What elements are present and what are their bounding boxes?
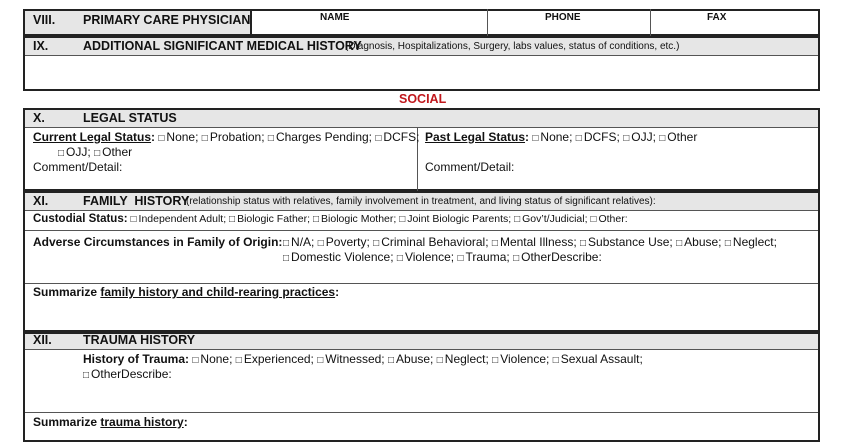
trauma-summary-prefix: Summarize xyxy=(33,415,101,429)
medical-history-field[interactable] xyxy=(26,57,817,89)
family-history-divider-1 xyxy=(25,210,818,211)
legal-status-divider xyxy=(25,127,818,128)
current-legal-none-checkbox[interactable]: □ None; xyxy=(158,130,198,144)
adverse-substance-use-checkbox[interactable]: □ Substance Use; xyxy=(580,235,673,249)
family-history-number: XI. xyxy=(33,194,49,208)
physician-section-number: VIII. xyxy=(33,13,56,27)
social-heading: SOCIAL xyxy=(399,92,447,106)
family-history-divider-2 xyxy=(25,230,818,231)
past-legal-none-checkbox[interactable]: □ None; xyxy=(532,130,572,144)
adverse-circumstances-label: Adverse Circumstances in Family of Origin: xyxy=(33,235,283,249)
current-legal-ojj-checkbox[interactable]: □ OJJ; xyxy=(58,145,91,159)
past-legal-comment-label: Comment/Detail: xyxy=(425,160,515,174)
physician-divider-2 xyxy=(487,9,488,36)
custodial-independent-adult-checkbox[interactable]: □ Independent Adult; xyxy=(130,213,226,225)
current-legal-probation-checkbox[interactable]: □ Probation; xyxy=(202,130,265,144)
custodial-status-label: Custodial Status: xyxy=(33,213,128,225)
past-legal-ojj-checkbox[interactable]: □ OJJ; xyxy=(623,130,656,144)
custodial-govt-judicial-checkbox[interactable]: □ Gov’t/Judicial; xyxy=(514,213,587,225)
physician-name-label: NAME xyxy=(320,12,350,23)
adverse-violence-checkbox[interactable]: □ Violence; xyxy=(397,250,454,264)
adverse-abuse-checkbox[interactable]: □ Abuse; xyxy=(676,235,721,249)
adverse-na-checkbox[interactable]: □ N/A; xyxy=(283,235,314,249)
trauma-history-line2 xyxy=(83,367,172,381)
current-legal-comment-field[interactable] xyxy=(130,158,410,186)
legal-status-title: LEGAL STATUS xyxy=(83,111,177,125)
past-legal-status-label: Past Legal Status xyxy=(425,130,526,144)
custodial-other-checkbox[interactable]: □ Other: xyxy=(590,213,627,225)
trauma-history-label: History of Trauma: xyxy=(83,352,190,366)
trauma-history-divider-2 xyxy=(25,412,818,413)
medical-history-note: (Diagnosis, Hospitalizations, Surgery, labs values, status of conditions, etc.) xyxy=(345,41,680,52)
family-history-note: (relationship status with relatives, family involvement in treatment, and living status of significant relatives): xyxy=(186,196,656,207)
family-history-title: FAMILY HISTORY xyxy=(83,194,190,208)
current-legal-dcfs-checkbox[interactable]: □ DCFS; xyxy=(375,130,419,144)
trauma-other-describe-checkbox[interactable]: □ OtherDescribe: xyxy=(83,367,172,381)
medical-history-number: IX. xyxy=(33,39,49,53)
trauma-abuse-checkbox[interactable]: □ Abuse; xyxy=(388,352,433,366)
custodial-biologic-father-checkbox[interactable]: □ Biologic Father; xyxy=(229,213,310,225)
current-legal-status-label: Current Legal Status xyxy=(33,130,152,144)
adverse-circumstances-line2 xyxy=(283,250,602,264)
medical-history-title: ADDITIONAL SIGNIFICANT MEDICAL HISTORY xyxy=(83,39,362,53)
adverse-circumstances-line1 xyxy=(283,235,777,249)
current-legal-charges-pending-checkbox[interactable]: □ Charges Pending; xyxy=(268,130,372,144)
current-legal-status: Current Legal Status: □ None; □ Probation; □ Charges Pending; □ DCFS; xyxy=(33,130,419,144)
trauma-summary-label xyxy=(33,415,188,429)
adverse-trauma-checkbox[interactable]: □ Trauma; xyxy=(457,250,509,264)
past-legal-status: Past Legal Status: □ None; □ DCFS; □ OJJ; □ Other xyxy=(425,130,697,144)
trauma-summary-suffix: : xyxy=(183,415,188,429)
trauma-witnessed-checkbox[interactable]: □ Witnessed; xyxy=(317,352,384,366)
current-legal-status-line2 xyxy=(58,145,132,159)
trauma-history-divider-1 xyxy=(25,349,818,350)
trauma-none-checkbox[interactable]: □ None; xyxy=(192,352,232,366)
past-legal-dcfs-checkbox[interactable]: □ DCFS; xyxy=(576,130,620,144)
trauma-history-number: XII. xyxy=(33,333,52,347)
family-summary-topic: family history and child-rearing practices xyxy=(100,285,336,299)
family-summary-label xyxy=(33,285,339,299)
physician-fax-field[interactable] xyxy=(653,25,818,34)
trauma-neglect-checkbox[interactable]: □ Neglect; xyxy=(437,352,489,366)
family-summary-field[interactable] xyxy=(26,300,817,330)
adverse-domestic-violence-checkbox[interactable]: □ Domestic Violence; xyxy=(283,250,394,264)
trauma-violence-checkbox[interactable]: □ Violence; xyxy=(492,352,549,366)
family-summary-prefix: Summarize xyxy=(33,285,101,299)
adverse-criminal-behavioral-checkbox[interactable]: □ Criminal Behavioral; xyxy=(373,235,488,249)
family-summary-suffix: : xyxy=(335,285,340,299)
legal-status-number: X. xyxy=(33,111,45,125)
adverse-mental-illness-checkbox[interactable]: □ Mental Illness; xyxy=(492,235,577,249)
adverse-other-describe-checkbox[interactable]: □ OtherDescribe: xyxy=(513,250,602,264)
past-legal-comment-field[interactable] xyxy=(520,158,815,186)
physician-fax-label: FAX xyxy=(707,12,727,23)
trauma-history-line1 xyxy=(83,352,643,366)
physician-divider-3 xyxy=(650,9,651,36)
adverse-poverty-checkbox[interactable]: □ Poverty; xyxy=(318,235,370,249)
physician-phone-field[interactable] xyxy=(490,25,648,34)
current-legal-comment-label: Comment/Detail: xyxy=(33,160,123,174)
trauma-sexual-assault-checkbox[interactable]: □ Sexual Assault; xyxy=(553,352,643,366)
physician-phone-label: PHONE xyxy=(545,12,581,23)
current-legal-other-checkbox[interactable]: □ Other xyxy=(94,145,132,159)
adverse-neglect-checkbox[interactable]: □ Neglect; xyxy=(725,235,777,249)
trauma-experienced-checkbox[interactable]: □ Experienced; xyxy=(236,352,314,366)
past-legal-other-checkbox[interactable]: □ Other xyxy=(659,130,697,144)
trauma-describe-field[interactable] xyxy=(26,382,817,410)
trauma-history-title: TRAUMA HISTORY xyxy=(83,333,196,347)
family-history-divider-3 xyxy=(25,283,818,284)
physician-name-field[interactable] xyxy=(253,25,485,34)
medical-history-divider xyxy=(25,55,818,56)
custodial-joint-biologic-parents-checkbox[interactable]: □ Joint Biologic Parents; xyxy=(399,213,511,225)
physician-section-title: PRIMARY CARE PHYSICIAN xyxy=(83,13,251,27)
custodial-status xyxy=(33,213,628,225)
custodial-biologic-mother-checkbox[interactable]: □ Biologic Mother; xyxy=(313,213,396,225)
trauma-summary-topic: trauma history xyxy=(100,415,184,429)
